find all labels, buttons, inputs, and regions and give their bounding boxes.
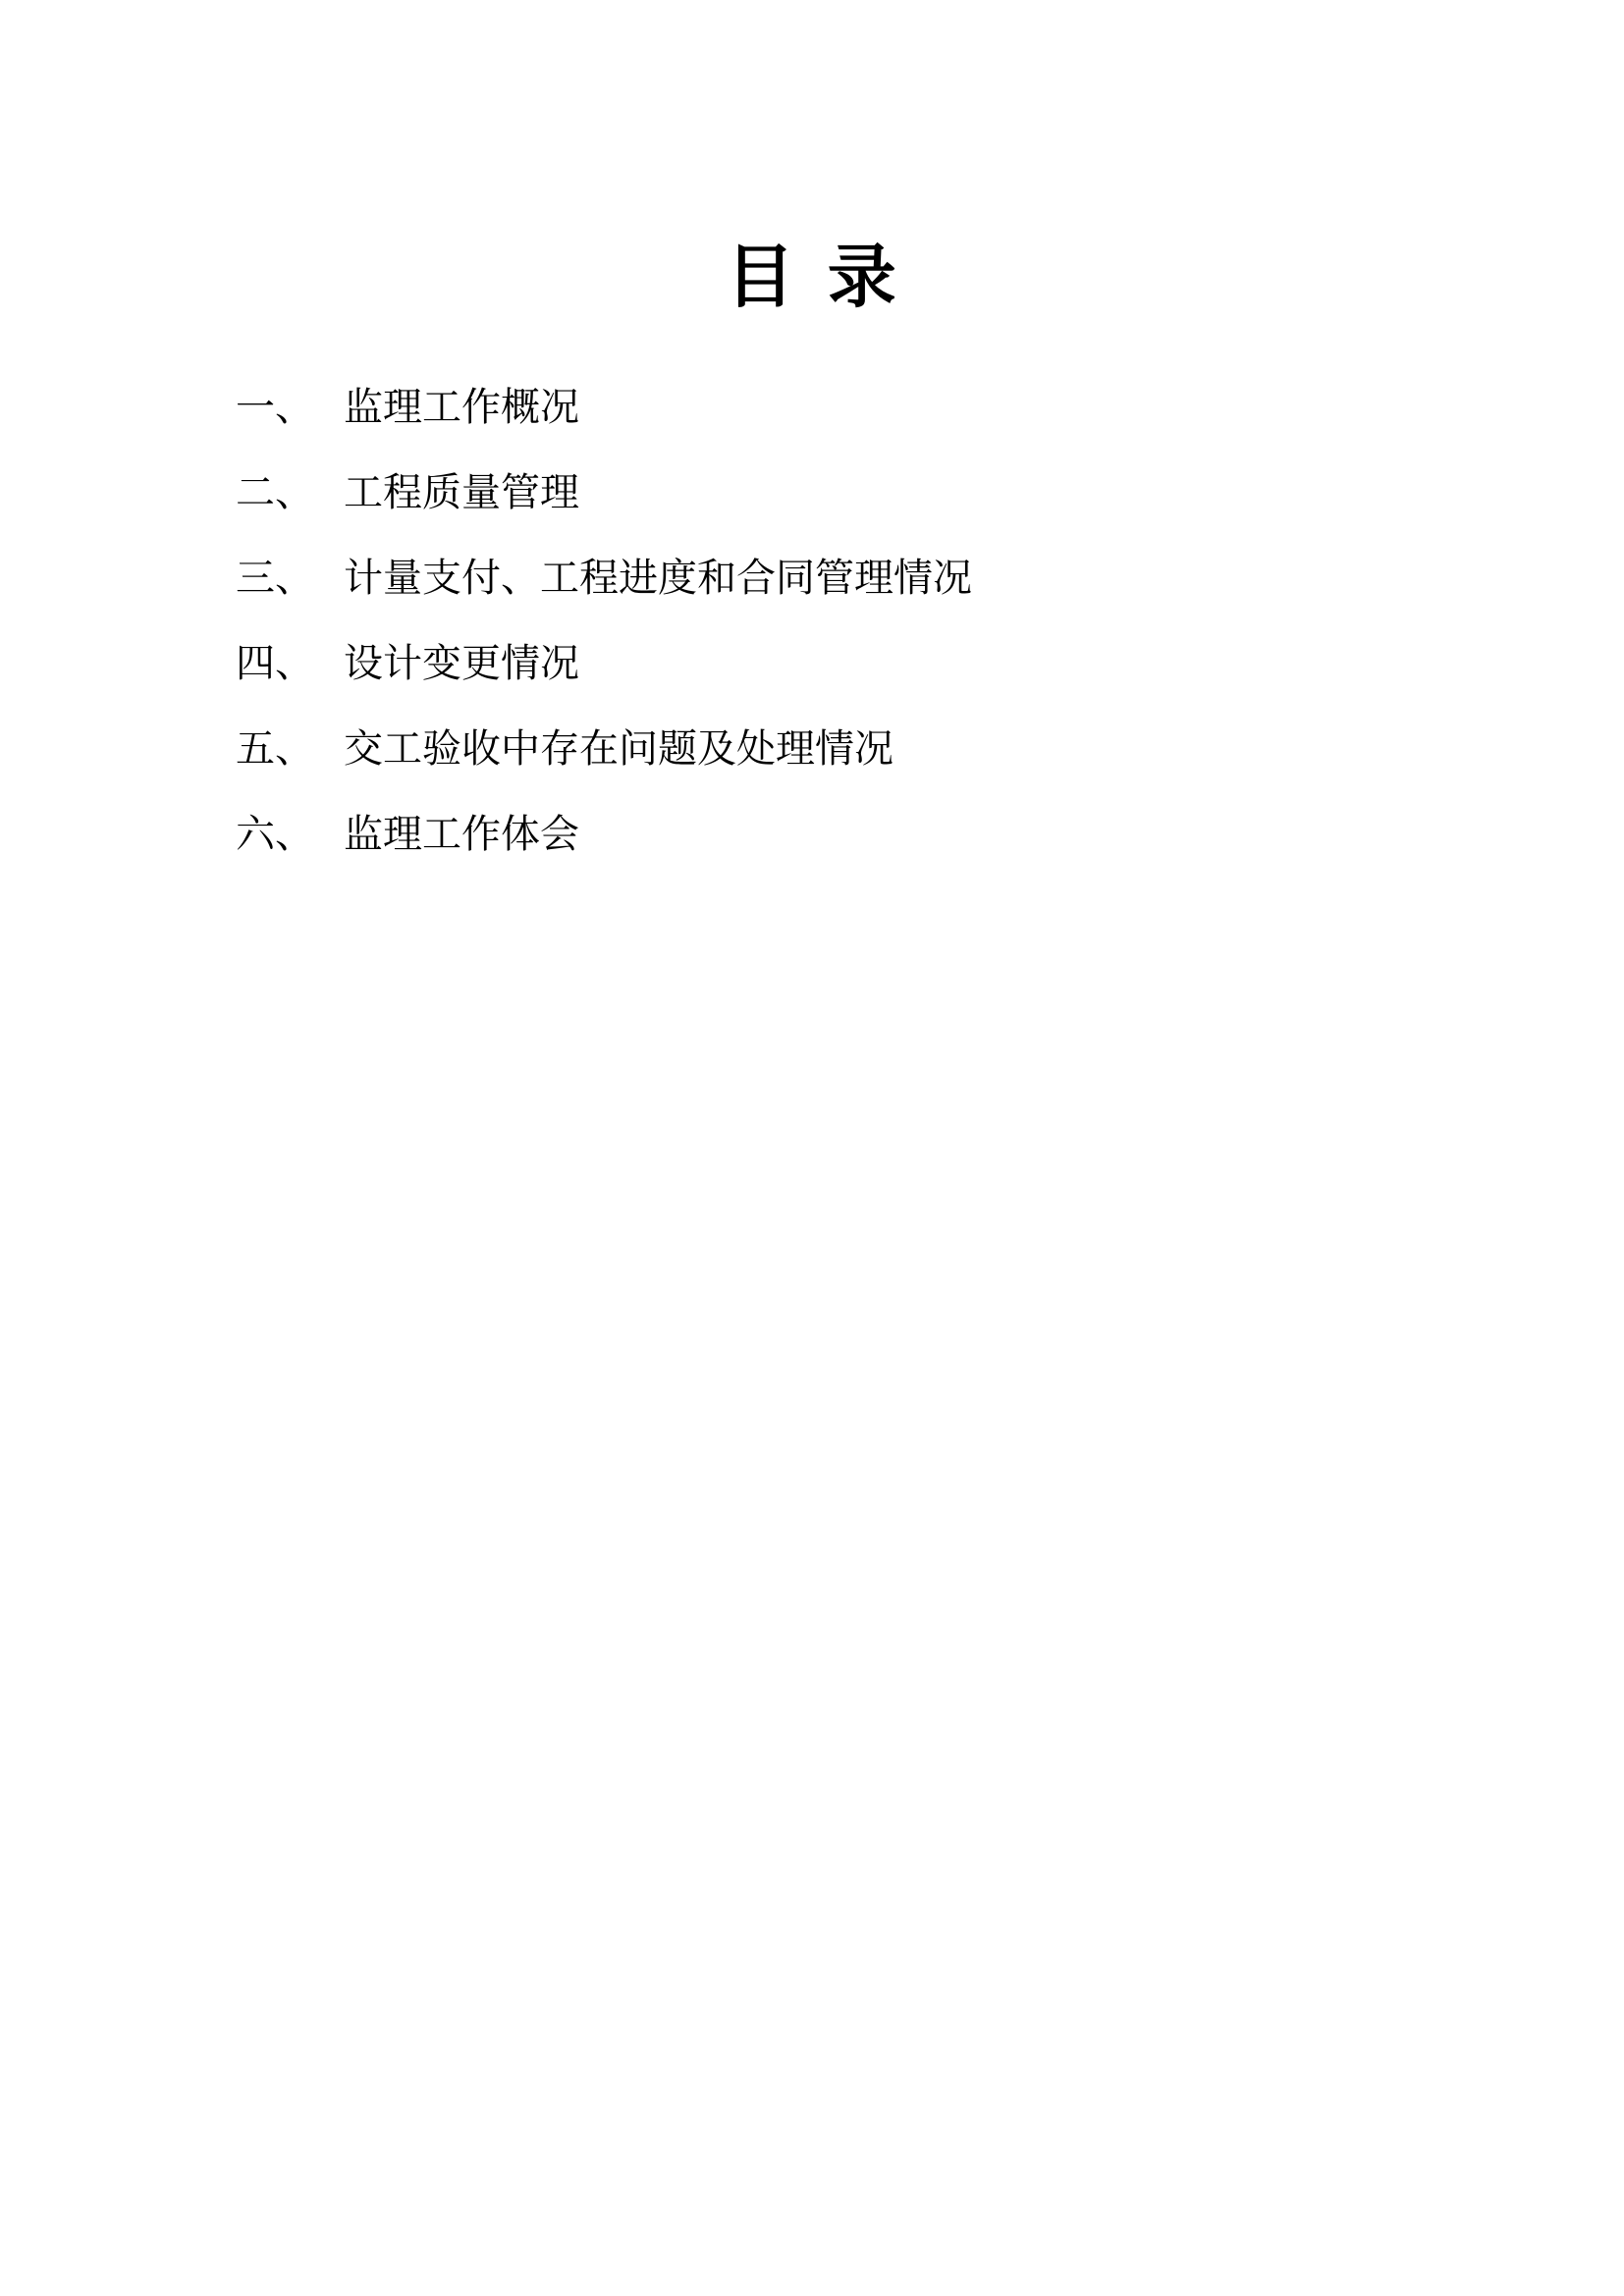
toc-item <box>236 558 1506 643</box>
toc-item <box>236 814 1506 899</box>
toc-item-label: 设计变更情况 <box>344 641 579 685</box>
toc-item-number: 六、 <box>236 812 314 856</box>
toc-item-label: 交工验收中存在问题及处理情况 <box>344 726 893 771</box>
page-title: 目 录 <box>726 240 898 316</box>
toc-item-label: 监理工作概况 <box>344 385 579 429</box>
toc-item <box>236 643 1506 728</box>
toc-item-label: 计量支付、工程进度和合同管理情况 <box>344 556 972 600</box>
toc-item-number: 四、 <box>236 641 314 685</box>
toc-item-label: 监理工作体会 <box>344 812 579 856</box>
toc-item-number: 五、 <box>236 726 314 771</box>
toc-item-label: 工程质量管理 <box>344 470 579 514</box>
toc-item-number: 一、 <box>236 385 314 429</box>
toc-item-number: 二、 <box>236 470 314 514</box>
toc-item-number: 三、 <box>236 556 314 600</box>
toc-item <box>236 728 1506 814</box>
toc-item <box>236 387 1506 472</box>
toc-list <box>236 387 1506 899</box>
toc-item <box>236 472 1506 558</box>
